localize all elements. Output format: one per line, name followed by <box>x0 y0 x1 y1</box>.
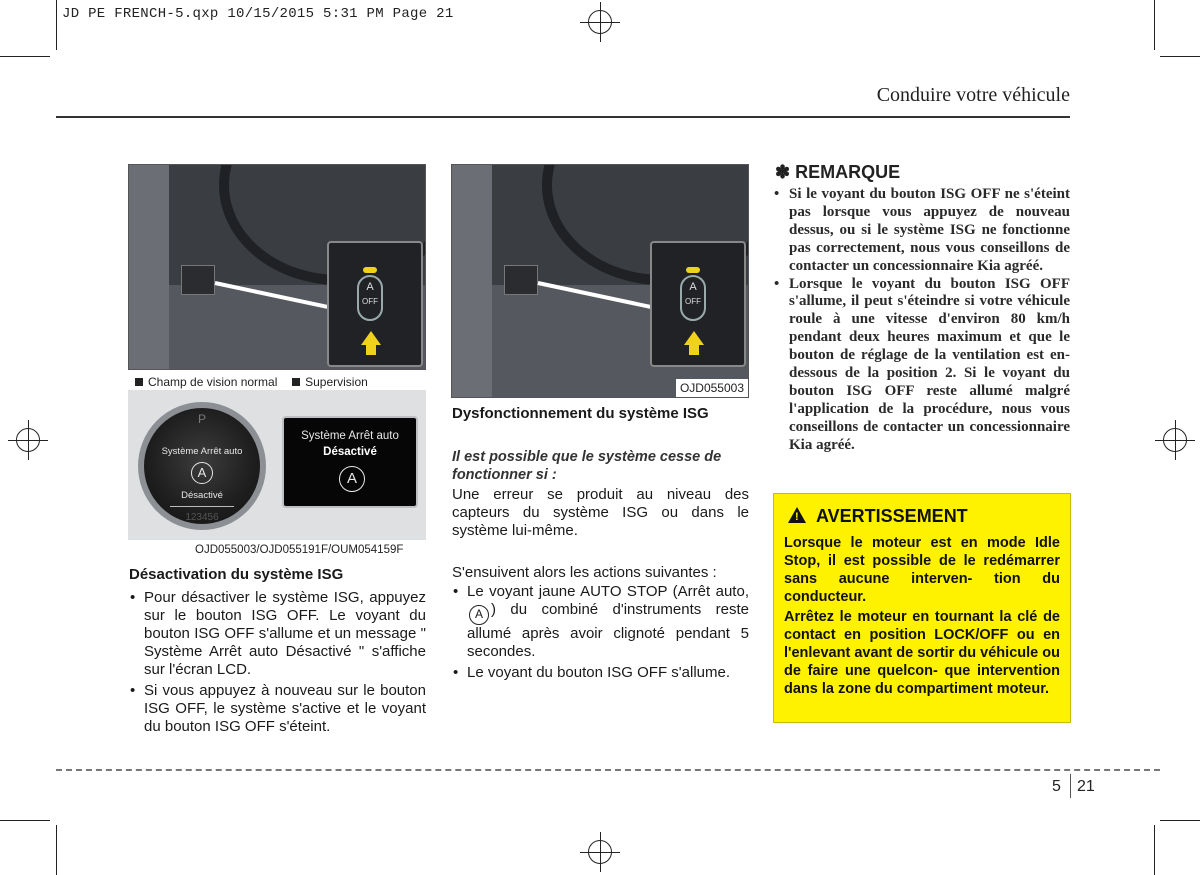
crop-mark-bottom-left-v <box>56 825 57 875</box>
warning-para: Lorsque le moteur est en mode Idle Stop, il est possible de le redémarrer sans aucune interven- tion du conducteur. <box>784 535 1060 605</box>
isg-button-housing <box>504 265 538 295</box>
registration-mark-right <box>1155 420 1195 460</box>
supervision-line2: Désactivé <box>323 446 377 458</box>
print-header: JD PE FRENCH-5.qxp 10/15/2015 5:31 PM Page 21 <box>62 6 454 22</box>
remark-item: • Si le voyant du bouton ISG OFF ne s'éteint pas lorsque vous appuyez de nouveau dessus, ou si le système ISG ne fonctionne pas correctement, nous vous conseillons de contacter un concessionnaire Kia agréé. <box>772 186 1070 276</box>
chapter-number: 5 <box>1052 778 1061 795</box>
warning-para: Arrêtez le moteur en tournant la clé de contact en position LOCK/OFF ou en l'enlevant avant de sortir du véhicule ou de faire une quelcon- que intervention dans la zone du compartiment moteur. <box>784 609 1060 697</box>
warning-box <box>773 493 1071 723</box>
isg-button-zoom <box>327 241 423 367</box>
crop-mark-bottom-right-h <box>1160 820 1200 821</box>
deactivation-bullets <box>129 589 426 739</box>
isg-button-housing <box>181 265 215 295</box>
legend-supervision: Supervision <box>305 375 368 389</box>
zoom-off-label: OFF <box>362 297 378 306</box>
zoom-off-label: OFF <box>685 297 701 306</box>
warning-header <box>788 506 968 527</box>
warning-title: AVERTISSEMENT <box>816 506 968 526</box>
zoom-auto-symbol: A <box>366 281 374 293</box>
gauge-p-label: P <box>197 412 206 426</box>
heading-deactivation: Désactivation du système ISG <box>129 566 344 583</box>
press-arrow <box>684 331 704 345</box>
supervision-screen <box>282 416 418 508</box>
figure-legend <box>135 375 368 389</box>
dashboard-photo-left <box>128 164 426 370</box>
press-arrow <box>361 331 381 345</box>
page-number: 21 <box>1077 778 1095 795</box>
heading-malfunction: Dysfonctionnement du système ISG <box>452 405 709 422</box>
malfunction-bullets <box>452 583 749 685</box>
remark-list <box>772 186 1070 455</box>
bullet1-after: ) du combiné d'instruments reste allumé après avoir clignoté pendant 5 secondes. <box>467 601 749 660</box>
cluster-gauge-normal <box>138 402 266 530</box>
crop-mark-bottom-right-v <box>1154 825 1155 875</box>
registration-mark-bottom <box>580 832 620 872</box>
actions-intro: S'ensuivent alors les actions suivantes : <box>452 564 717 581</box>
lcd-displays <box>128 390 426 540</box>
supervision-line1: Système Arrêt auto <box>301 430 399 442</box>
section-title: Conduire votre véhicule <box>876 84 1070 106</box>
list-item: • Le voyant du bouton ISG OFF s'allume. <box>452 664 749 682</box>
malfunction-cause: Une erreur se produit au niveau des capteurs du système ISG ou dans le système lui-même. <box>452 486 749 539</box>
registration-mark-top <box>580 2 620 42</box>
list-item: • Pour désactiver le système ISG, appuyez sur le bouton ISG OFF. Le voyant du bouton ISG OFF s'allume et un message " Système Arrêt auto Désactivé " s'affiche sur l'écran LCD. <box>129 589 426 679</box>
auto-stop-icon: A <box>339 466 365 492</box>
auto-stop-icon: A <box>469 605 489 625</box>
remark-item: • Lorsque le voyant du bouton ISG OFF s'allume, il peut s'éteindre si votre véhicule roule à une vitesse d'environ 80 km/h pendant deux heures maximum et que le bouton de réglage de la ventilation est en-dessous de la position 2. Si le voyant du bouton ISG OFF reste allumé malgré l'application de la procédure, nous vous conseillons de contacter un concessionnaire Kia agréé. <box>772 276 1070 455</box>
zoom-auto-symbol: A <box>689 281 697 293</box>
list-item: • Si vous appuyez à nouveau sur le bouton ISG OFF, le système s'active et le voyant du bouton ISG OFF s'éteint. <box>129 682 426 736</box>
crop-mark-top-left-v <box>56 0 57 50</box>
bullet1-before: Le voyant jaune AUTO STOP (Arrêt auto, <box>467 583 749 600</box>
registration-mark-left <box>8 420 48 460</box>
remark-title: ✽ REMARQUE <box>775 162 901 182</box>
footer-rule <box>56 769 1160 771</box>
crop-mark-top-right-h <box>1160 56 1200 57</box>
figure-code-right: OJD055003 <box>676 379 748 397</box>
crop-mark-top-left-h <box>0 56 50 57</box>
isg-button-zoom <box>650 241 746 367</box>
title-rule <box>56 116 1070 118</box>
auto-stop-icon: A <box>191 462 213 484</box>
gauge-line1: Système Arrêt auto <box>161 446 243 457</box>
warning-icon: ! <box>788 507 806 523</box>
crop-mark-bottom-left-h <box>0 820 50 821</box>
page-separator <box>1070 774 1071 798</box>
dashboard-photo-right <box>451 164 749 398</box>
gauge-line2: Désactivé <box>181 490 223 501</box>
malfunction-intro: Il est possible que le système cesse de fonctionner si : <box>452 449 722 483</box>
gauge-odometer: 123456 <box>185 512 219 523</box>
figure-code-left: OJD055003/OJD055191F/OUM054159F <box>195 544 404 556</box>
legend-normal: Champ de vision normal <box>148 375 278 389</box>
warning-text <box>784 534 1060 700</box>
list-item <box>452 583 749 661</box>
crop-mark-top-right-v <box>1154 0 1155 50</box>
